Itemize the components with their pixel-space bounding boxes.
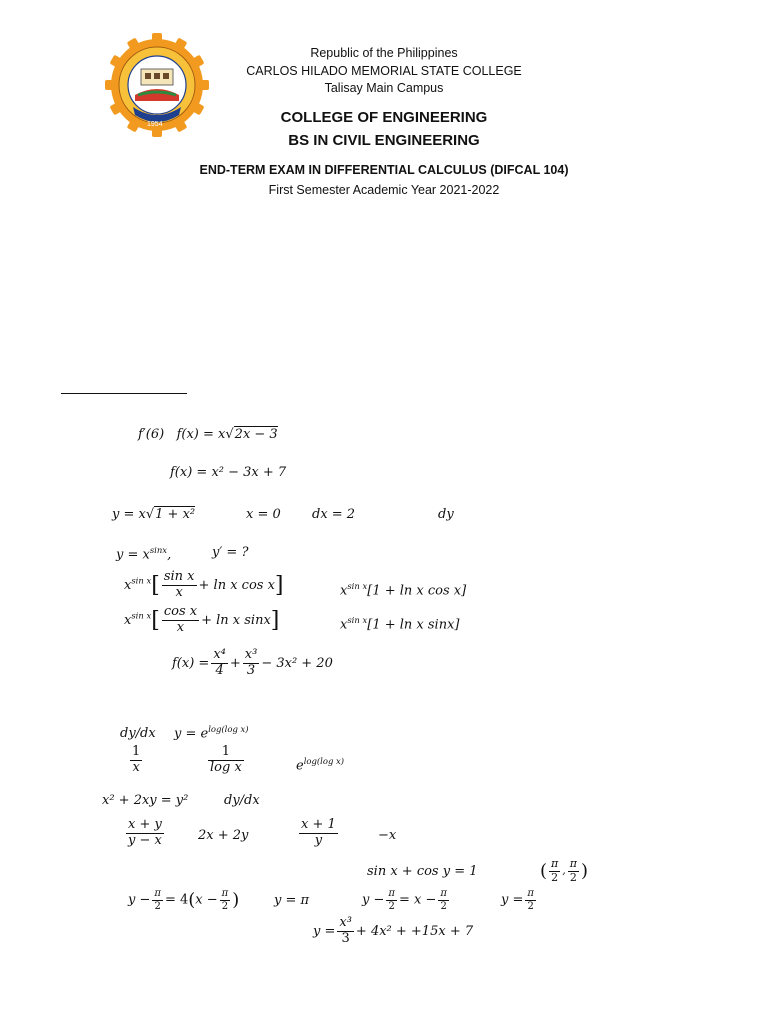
q4-question: y′ = ? <box>212 545 249 560</box>
q3-y: y = x <box>112 507 146 522</box>
exam-term: First Semester Academic Year 2021-2022 <box>268 183 500 197</box>
q4-a-base: x <box>124 577 132 593</box>
q9-den: 3 <box>341 930 350 946</box>
q4-comma: , <box>167 547 172 563</box>
q6-choice-a <box>128 745 144 776</box>
q3-radicand: 1 + x² <box>155 507 196 522</box>
q6-c-base: e <box>296 758 304 774</box>
q8-c-pi: π <box>388 888 395 899</box>
q7-c-num: x + 1 <box>301 817 336 832</box>
q6-b-den: log x <box>210 759 242 775</box>
q5-den-2: 3 <box>246 662 256 678</box>
q8-a-mid: = 4 <box>164 892 189 908</box>
q8-c-pi-2: π <box>440 888 447 899</box>
q2-function: f(x) = x² − 3x + 7 <box>170 465 287 480</box>
q8-a-two-2: 2 <box>221 900 229 912</box>
q4-a-den: x <box>175 584 183 600</box>
q9-rest: + 4x² + +15x + 7 <box>355 923 474 939</box>
q8-point-x-num: π <box>551 857 559 870</box>
header-republic: Republic of the Philippines <box>310 46 458 60</box>
q8-point: ( $\frac{\pi}{2}$ , $\frac{\pi}{2}$ ) <box>540 857 589 884</box>
q8-d-two: 2 <box>527 900 534 912</box>
q7-dydx: dy/dx <box>224 793 260 808</box>
q6-exponent: log(log x) <box>208 724 249 734</box>
q7-choice-b: 2x + 2y <box>198 828 249 843</box>
q8-choice-a: y − $\frac{\pi}{2}$ = 4(x − $\frac{\pi}{2}$ ) <box>128 888 240 912</box>
q5-den-1: 4 <box>215 662 224 678</box>
q8-a-pi-2: π <box>221 888 229 899</box>
q8-choice-d <box>501 888 538 912</box>
q9-function <box>313 916 473 947</box>
q8-c-mid: = x − <box>398 892 437 908</box>
q3-dy: dy <box>438 507 454 522</box>
q4-c-exp: sin x <box>131 610 152 621</box>
q8-a-two: 2 <box>154 900 161 912</box>
q5-function <box>172 648 333 679</box>
q4-b-exp: sin x <box>347 581 368 591</box>
q8-choice-c <box>362 888 451 912</box>
q6-choice-b <box>206 745 246 776</box>
q1-prefix: f′(6) <box>138 427 165 442</box>
q8-c-lhs: y − <box>362 892 385 908</box>
q8-point-x-den: 2 <box>551 870 559 884</box>
header-campus: Talisay Main Campus <box>324 81 444 95</box>
q4-d-rest: [1 + ln x sinx] <box>367 617 460 633</box>
q9-lhs: y = <box>313 923 336 939</box>
exam-title: END-TERM EXAM IN DIFFERENTIAL CALCULUS (DIFCAL 104) <box>199 163 569 177</box>
q7-equation: x² + 2xy = y² <box>102 793 189 808</box>
header-department: COLLEGE OF ENGINEERING <box>280 109 488 126</box>
logo-year: 1954 <box>147 121 163 128</box>
q4-choice-c: $x^{sin x}$[ $\frac{\text{cos x}}{x}$ + ln x sinx] <box>124 604 280 635</box>
q4-a-exp: sin x <box>131 575 152 586</box>
q8-a-pi: π <box>154 888 161 899</box>
q6-a-num: 1 <box>132 744 141 759</box>
header-college-name: CARLOS HILADO MEMORIAL STATE COLLEGE <box>246 64 522 78</box>
q8-point-y-den: 2 <box>569 870 577 884</box>
q6-choice-c <box>296 756 344 773</box>
q4-c-base: x <box>124 612 132 628</box>
q8-choice-b: y = π <box>274 893 310 908</box>
q4-a-num: sin x <box>163 569 195 584</box>
q8-a-lhs: y − <box>128 892 151 908</box>
q4-function <box>116 545 171 562</box>
q7-c-den: y <box>314 832 323 848</box>
q8-a-x: x − <box>195 892 218 908</box>
q4-b-base: x <box>340 583 348 599</box>
q4-c-den: x <box>176 619 185 635</box>
q7-a-num: x + y <box>128 817 162 832</box>
q3-function: y = x√1 + x² <box>112 507 196 522</box>
q1-fx: f(x) = x <box>176 427 226 442</box>
q3-x-value: x = 0 <box>246 507 281 522</box>
q6-dydx: dy/dx <box>120 726 156 741</box>
q5-rest: − 3x² + 20 <box>261 655 333 671</box>
q5-lhs: f(x) = <box>172 655 210 671</box>
q4-d-base: x <box>340 617 348 633</box>
q8-equation: sin x + cos y = 1 <box>367 864 478 879</box>
q4-choice-d <box>340 615 459 632</box>
q5-num-2: x³ <box>244 647 258 662</box>
q5-plus: + <box>229 655 241 671</box>
q4-exponent: sinx <box>149 545 168 555</box>
header-program: BS IN CIVIL ENGINEERING <box>288 132 480 149</box>
answer-line <box>61 393 187 394</box>
q4-c-num: cos x <box>163 604 198 619</box>
q7-choice-d: −x <box>378 828 397 843</box>
q3-dx-value: dx = 2 <box>312 507 356 522</box>
q4-y: y = x <box>116 547 150 563</box>
q6-c-exponent: log(log x) <box>303 756 345 766</box>
q7-choice-c <box>297 818 340 849</box>
q8-d-pi: π <box>527 888 534 899</box>
q6-y: y = e <box>174 726 209 742</box>
q8-c-two-2: 2 <box>440 900 447 912</box>
q4-a-rest: + ln x cos x <box>198 577 275 593</box>
q5-num-1: x⁴ <box>213 647 226 662</box>
q6-a-den: x <box>132 759 140 775</box>
q9-num: x³ <box>339 915 352 930</box>
q4-d-exp: sin x <box>347 615 368 625</box>
q8-point-y-num: π <box>569 857 577 870</box>
q4-b-rest: [1 + ln x cos x] <box>367 583 467 599</box>
q8-d-lhs: y = <box>501 892 524 908</box>
q1-radicand: 2x − 3 <box>234 427 278 442</box>
q4-choice-a: $x^{sin x}$[ $\frac{\text{sin x}}{x}$ + ln x cos x] <box>124 569 284 600</box>
q8-c-two: 2 <box>388 900 395 912</box>
q1-expression: f′(6) f(x) = x√2x − 3 <box>138 427 278 442</box>
q7-a-den: y − x <box>128 832 162 848</box>
q4-choice-b <box>340 581 466 598</box>
q4-c-rest: + ln x sinx <box>201 612 271 628</box>
q6-b-num: 1 <box>208 745 244 761</box>
q7-choice-a <box>124 818 166 849</box>
q6-function <box>174 724 249 741</box>
